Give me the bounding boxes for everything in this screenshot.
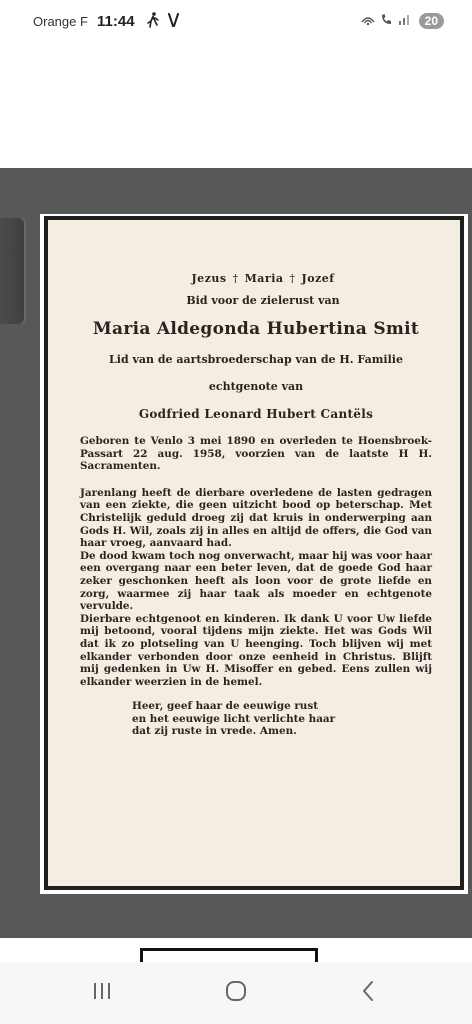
- navigation-bar: [0, 962, 472, 1024]
- status-right-icons: [360, 12, 444, 29]
- spouse-name: Godfried Leonard Hubert Cantëls: [138, 407, 374, 421]
- back-icon: [357, 979, 381, 1006]
- closing-prayer: [132, 700, 432, 738]
- home-icon: [224, 979, 248, 1006]
- bottom-sheet-handle[interactable]: [140, 948, 318, 962]
- illness-paragraph: Jarenlang heeft de dierbare overledene de lasten gedragen van een ziekte, die geen uitzicht bood op beterschap. Met Christelijk geduld droeg zij dat kruis in onderwerping aan Gods H. Wil, zoals zij in alles en altijd de offers, die God van haar vroeg, aanvaard had.: [80, 486, 432, 550]
- home-button[interactable]: [221, 980, 251, 1004]
- status-bar: [0, 0, 472, 46]
- recent-apps-button[interactable]: [87, 980, 117, 1004]
- closing-line: dat zij ruste in vrede. Amen.: [132, 725, 297, 738]
- closing-line: Heer, geef haar de eeuwige rust: [132, 700, 319, 713]
- photo-frame[interactable]: [40, 214, 468, 894]
- signal-icon: [398, 13, 412, 28]
- holy-names: [94, 272, 432, 285]
- cross-icon: †: [289, 272, 296, 285]
- nfc-icon: [360, 12, 376, 29]
- cross-icon: †: [232, 272, 239, 285]
- membership-line: Lid van de aartsbroederschap van de H. Familie: [109, 353, 403, 366]
- carrier-name: Orange F: [33, 14, 88, 29]
- recent-apps-icon: [90, 980, 114, 1005]
- holy-name-jezus: Jezus: [191, 272, 227, 285]
- v-logo-icon: [168, 12, 180, 32]
- holy-name-maria: Maria: [244, 272, 284, 285]
- prayer-heading: Bid voor de zielerust van: [186, 294, 340, 307]
- wifi-call-icon: [380, 12, 394, 29]
- clock: 11:44: [97, 13, 135, 30]
- previous-image-thumbnail[interactable]: [0, 218, 26, 324]
- status-left-icons: [146, 12, 180, 32]
- image-viewer[interactable]: [0, 168, 472, 938]
- thumbnail-preview: [0, 218, 24, 324]
- birth-death-paragraph: Geboren te Venlo 3 mei 1890 en overleden te Hoensbroek-Passart 22 aug. 1958, voorzien van de laatste H H. Sacramenten.: [80, 435, 432, 473]
- deceased-name: Maria Aldegonda Hubertina Smit: [92, 319, 420, 339]
- closing-line: en het eeuwige licht verlichte haar: [132, 712, 336, 725]
- walk-icon: [146, 12, 160, 32]
- spouse-of-label: echtgenote van: [208, 380, 304, 393]
- death-paragraph: De dood kwam toch nog onverwacht, maar hij was voor haar een overgang naar een beter leven, dat de goede God haar zeker geschonken heeft als loon voor de grote liefde en zorg, waarmee zij haar taak als moeder en echtgenote vervulde.: [80, 549, 432, 613]
- holy-name-jozef: Jozef: [301, 272, 335, 285]
- memorial-card-paper: [48, 220, 460, 886]
- farewell-paragraph: Dierbare echtgenoot en kinderen. Ik dank U voor Uw liefde mij betoond, vooral tijdens mijn ziekte. Het was Gods Wil dat ik zo plotseling van U heenging. Toch blijven wij met elkander verbonden door onze eenheid in Christus. Blijft mij gedenken in Uw H. Misoffer en gebed. Eens zullen wij elkander weerzien in de hemel.: [80, 612, 432, 688]
- memorial-card: [44, 216, 464, 890]
- battery-indicator: 20: [419, 13, 444, 29]
- back-button[interactable]: [354, 980, 384, 1004]
